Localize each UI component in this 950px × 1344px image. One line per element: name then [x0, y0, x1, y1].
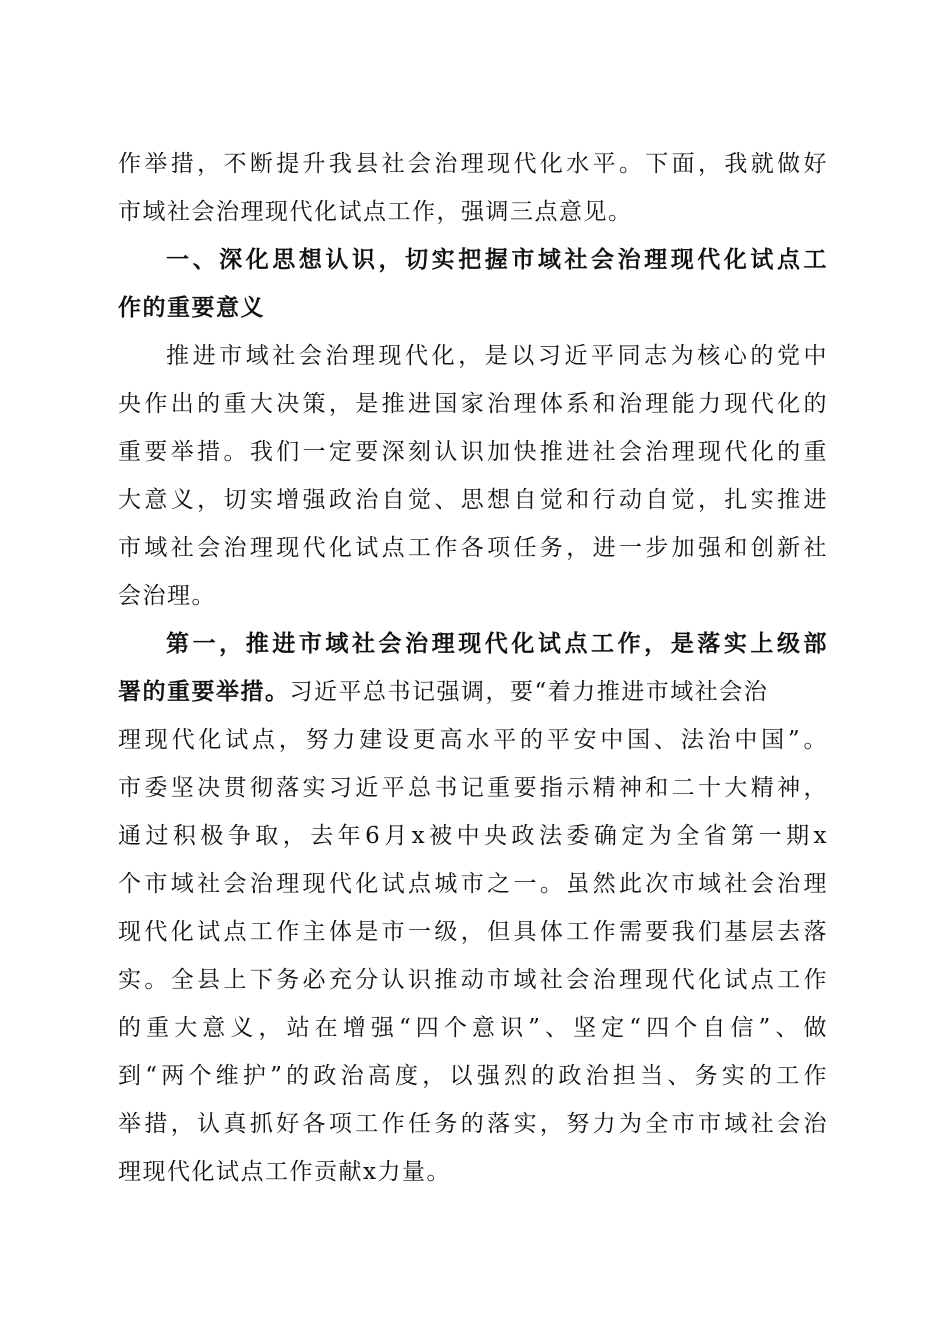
paragraph-1-line-5: 市域社会治理现代化试点工作各项任务，进一步加强和创新社: [118, 535, 828, 561]
paragraph-2-line-3: 理现代化试点，努力建设更高水平的平安中国、法治中国”。: [118, 727, 828, 753]
paragraph-1-line-4: 大意义，切实增强政治自觉、思想自觉和行动自觉，扎实推进: [118, 487, 828, 513]
paragraph-1-line-2: 央作出的重大决策，是推进国家治理体系和治理能力现代化的: [118, 391, 828, 417]
paragraph-2-line-1: 第一，推进市域社会治理现代化试点工作，是落实上级部: [166, 630, 828, 657]
paragraph-2-line-12: 理现代化试点工作贡献x力量。: [118, 1159, 451, 1185]
paragraph-2-line-4: 市委坚决贯彻落实习近平总书记重要指示精神和二十大精神，: [118, 775, 828, 801]
paragraph-2-line-6: 个市域社会治理现代化试点城市之一。虽然此次市域社会治理: [118, 871, 828, 897]
paragraph-2-line-9: 的重大意义，站在增强“四个意识”、坚定“四个自信”、做: [118, 1015, 828, 1041]
paragraph-2-bold-tail: 署的重要举措。: [118, 678, 290, 705]
section-heading-line-2: 作的重要意义: [118, 294, 265, 321]
paragraph-1-line-1: 推进市域社会治理现代化，是以习近平同志为核心的党中: [166, 343, 828, 369]
paragraph-1-line-3: 重要举措。我们一定要深刻认识加快推进社会治理现代化的重: [118, 439, 828, 465]
paragraph-2-line-2-rest: 习近平总书记强调，要“着力推进市域社会治: [289, 679, 769, 705]
paragraph-2-line-7: 现代化试点工作主体是市一级，但具体工作需要我们基层去落: [118, 919, 828, 945]
body-line-2: 市域社会治理现代化试点工作，强调三点意见。: [118, 199, 633, 225]
paragraph-2-line-5: 通过积极争取，去年6月x被中央政法委确定为全省第一期x: [118, 823, 828, 849]
paragraph-2-line-8: 实。全县上下务必充分认识推动市域社会治理现代化试点工作: [118, 967, 828, 993]
paragraph-2-line-11: 举措，认真抓好各项工作任务的落实，努力为全市市域社会治: [118, 1111, 828, 1137]
body-line-1: 作举措，不断提升我县社会治理现代化水平。下面，我就做好: [118, 151, 828, 177]
paragraph-2-line-10: 到“两个维护”的政治高度，以强烈的政治担当、务实的工作: [118, 1063, 828, 1089]
paragraph-2-line-2: [118, 672, 828, 712]
paragraph-1-line-6: 会治理。: [118, 583, 216, 609]
section-heading-line-1: 一、深化思想认识，切实把握市域社会治理现代化试点工: [166, 246, 828, 273]
